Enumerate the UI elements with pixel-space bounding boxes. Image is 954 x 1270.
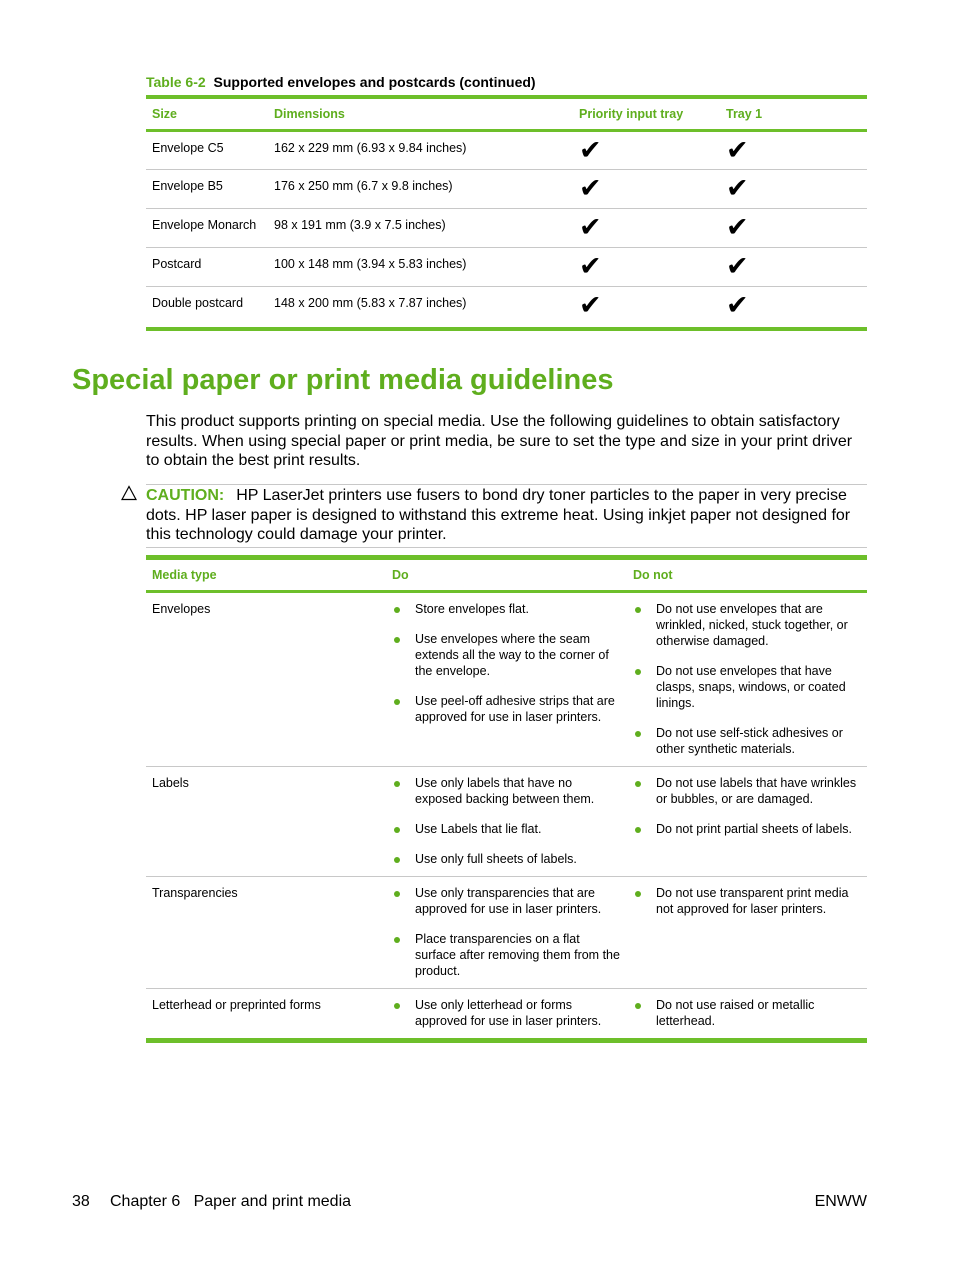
caution-note (146, 484, 867, 548)
checkmark-icon: ✔ (726, 290, 749, 321)
checkmark-icon: ✔ (579, 173, 602, 204)
table-caption (146, 74, 536, 90)
table-row (146, 170, 867, 209)
checkmark-icon: ✔ (579, 290, 602, 321)
header-do: Do (386, 558, 627, 592)
cell-media-type: Envelopes (146, 592, 386, 767)
cell-dimensions: 98 x 191 mm (3.9 x 7.5 inches) (268, 209, 573, 248)
cell-do-not (627, 767, 867, 877)
checkmark-icon: ✔ (726, 251, 749, 282)
table-header-row (146, 558, 867, 592)
cell-media-type: Transparencies (146, 877, 386, 989)
list-item: Use only letterhead or forms approved for use in laser printers. (392, 997, 621, 1029)
header-tray-1: Tray 1 (720, 97, 867, 131)
cell-size: Envelope C5 (146, 131, 268, 170)
cell-size: Envelope B5 (146, 170, 268, 209)
list-item: Use only full sheets of labels. (392, 851, 621, 867)
checkmark-icon: ✔ (726, 212, 749, 243)
checkmark-icon: ✔ (726, 173, 749, 204)
caution-text: HP LaserJet printers use fusers to bond dry toner particles to the paper in very precise dots. HP laser paper is designed to withstand this extreme heat. Using inkjet paper not designed for this technology could damage your printer. (146, 487, 851, 543)
list-item: Do not print partial sheets of labels. (633, 821, 861, 837)
caution-label: CAUTION: (146, 487, 225, 504)
list-item: Do not use envelopes that have clasps, snaps, windows, or coated linings. (633, 663, 861, 711)
list-item: Do not use labels that have wrinkles or bubbles, or are damaged. (633, 775, 861, 807)
header-dimensions: Dimensions (268, 97, 573, 131)
intro-paragraph: This product supports printing on special media. Use the following guidelines to obtain satisfactory results. When using special paper or print media, be sure to set the type and size in your print driver to obtain the best print results. (146, 413, 853, 469)
cell-dimensions: 162 x 229 mm (6.93 x 9.84 inches) (268, 131, 573, 170)
table-row (146, 592, 867, 767)
table-row (146, 287, 867, 329)
media-guidelines-table (146, 555, 867, 1043)
header-media-type: Media type (146, 558, 386, 592)
envelopes-table (146, 95, 867, 331)
section-title: Special paper or print media guidelines (72, 364, 614, 396)
table-row (146, 131, 867, 170)
checkmark-icon: ✔ (579, 135, 602, 166)
table-row (146, 209, 867, 248)
table-row (146, 989, 867, 1041)
list-item: Use only transparencies that are approved for use in laser printers. (392, 885, 621, 917)
table-caption-number: Table 6-2 (146, 74, 206, 90)
list-item: Use only labels that have no exposed backing between them. (392, 775, 621, 807)
cell-size: Double postcard (146, 287, 268, 329)
list-item: Place transparencies on a flat surface after removing them from the product. (392, 931, 621, 979)
cell-media-type: Letterhead or preprinted forms (146, 989, 386, 1041)
header-priority-input-tray: Priority input tray (573, 97, 720, 131)
cell-do (386, 989, 627, 1041)
cell-size: Envelope Monarch (146, 209, 268, 248)
checkmark-icon: ✔ (726, 135, 749, 166)
cell-dimensions: 176 x 250 mm (6.7 x 9.8 inches) (268, 170, 573, 209)
cell-do-not (627, 989, 867, 1041)
list-item: Do not use envelopes that are wrinkled, nicked, stuck together, or otherwise damaged. (633, 601, 861, 649)
list-item: Store envelopes flat. (392, 601, 621, 617)
footer-right-label: ENWW (814, 1193, 867, 1210)
cell-do-not (627, 592, 867, 767)
caution-triangle-icon (121, 485, 137, 501)
list-item: Do not use transparent print media not approved for laser printers. (633, 885, 861, 917)
list-item: Use envelopes where the seam extends all the way to the corner of the envelope. (392, 631, 621, 679)
list-item: Use Labels that lie flat. (392, 821, 621, 837)
chapter-title: Chapter 6 Paper and print media (110, 1193, 352, 1210)
list-item: Use peel-off adhesive strips that are approved for use in laser printers. (392, 693, 621, 725)
checkmark-icon: ✔ (579, 251, 602, 282)
table-header-row (146, 97, 867, 131)
checkmark-icon: ✔ (579, 212, 602, 243)
cell-do (386, 592, 627, 767)
cell-size: Postcard (146, 248, 268, 287)
cell-media-type: Labels (146, 767, 386, 877)
cell-dimensions: 148 x 200 mm (5.83 x 7.87 inches) (268, 287, 573, 329)
table-row (146, 767, 867, 877)
cell-do-not (627, 877, 867, 989)
list-item: Do not use raised or metallic letterhead. (633, 997, 861, 1029)
table-caption-title: Supported envelopes and postcards (continued) (213, 74, 536, 90)
list-item: Do not use self-stick adhesives or other synthetic materials. (633, 725, 861, 757)
header-size: Size (146, 97, 268, 131)
table-row (146, 877, 867, 989)
cell-dimensions: 100 x 148 mm (3.94 x 5.83 inches) (268, 248, 573, 287)
table-row (146, 248, 867, 287)
header-do-not: Do not (627, 558, 867, 592)
cell-do (386, 877, 627, 989)
page-number: 38 (72, 1193, 90, 1210)
cell-do (386, 767, 627, 877)
